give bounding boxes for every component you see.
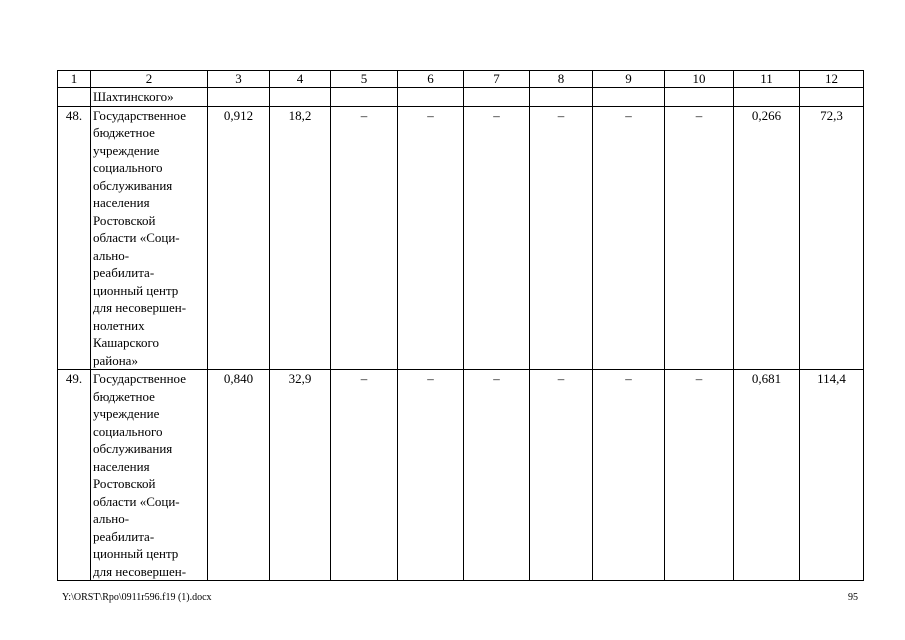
table-cell: – (398, 370, 464, 581)
page-number: 95 (848, 592, 858, 603)
institution-name: Шахтинского» (91, 88, 208, 107)
table-cell (734, 88, 800, 107)
table-row (58, 106, 864, 370)
column-header: 11 (734, 71, 800, 88)
table-cell: – (665, 370, 734, 581)
table-cell: 18,2 (270, 106, 331, 370)
table-cell (208, 88, 270, 107)
column-header: 4 (270, 71, 331, 88)
table-cell: – (593, 370, 665, 581)
column-header: 6 (398, 71, 464, 88)
table-row (58, 370, 864, 581)
column-header: 1 (58, 71, 91, 88)
table-cell: – (398, 106, 464, 370)
table-cell (593, 88, 665, 107)
table-cell: 32,9 (270, 370, 331, 581)
table-cell (800, 88, 864, 107)
table-cell: 72,3 (800, 106, 864, 370)
institution-name: Государственное бюджетное учреждение социального обслуживания населения Ростовской области «Соци- ально- реабилита- ционный центр для несовершен- нолетних Кашарского района» (91, 106, 208, 370)
table-cell: 0,912 (208, 106, 270, 370)
column-header: 5 (331, 71, 398, 88)
row-number: 49. (58, 370, 91, 581)
table-cell: – (530, 370, 593, 581)
table-cell: 0,840 (208, 370, 270, 581)
table-cell (270, 88, 331, 107)
column-header: 7 (464, 71, 530, 88)
column-header: 2 (91, 71, 208, 88)
table-cell (331, 88, 398, 107)
table-cell: – (665, 106, 734, 370)
table-cell: 114,4 (800, 370, 864, 581)
table-cell (665, 88, 734, 107)
table-cell: – (331, 106, 398, 370)
table-cell: – (464, 370, 530, 581)
column-header: 8 (530, 71, 593, 88)
table-cell (530, 88, 593, 107)
institution-name: Государственное бюджетное учреждение социального обслуживания населения Ростовской области «Соци- ально- реабилита- ционный центр для несовершен- (91, 370, 208, 581)
table-cell: 0,266 (734, 106, 800, 370)
table-cell: – (530, 106, 593, 370)
data-table (57, 70, 864, 581)
table-cell (398, 88, 464, 107)
table-cell (464, 88, 530, 107)
row-number (58, 88, 91, 107)
table-cell: 0,681 (734, 370, 800, 581)
row-number: 48. (58, 106, 91, 370)
column-header: 10 (665, 71, 734, 88)
column-header: 9 (593, 71, 665, 88)
table-row (58, 88, 864, 107)
footer-file-path: Y:\ORST\Rpo\0911r596.f19 (1).docx (62, 592, 212, 603)
column-header: 12 (800, 71, 864, 88)
column-header: 3 (208, 71, 270, 88)
table-cell: – (331, 370, 398, 581)
table-cell: – (464, 106, 530, 370)
table-header-row (58, 71, 864, 88)
table-cell: – (593, 106, 665, 370)
